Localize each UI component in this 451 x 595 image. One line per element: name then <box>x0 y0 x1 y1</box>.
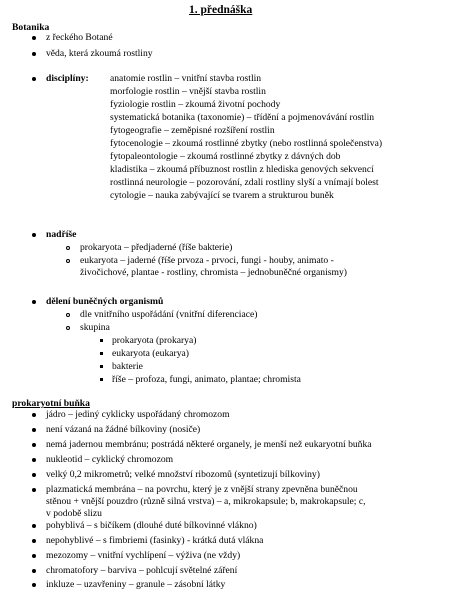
list-item: z řeckého Botané <box>46 32 113 43</box>
deleni-label: dělení buněčných organismů <box>46 296 164 307</box>
list-item: velký 0,2 mikrometrů; velké množství ribozomů (syntetizují bílkoviny) <box>46 469 320 480</box>
botanika-heading: Botanika <box>12 22 50 33</box>
bullet-icon <box>32 36 36 40</box>
square-bullet-icon <box>100 352 103 355</box>
discipline-item: fyziologie rostlin – zkoumá životní pochody <box>110 99 281 110</box>
list-item: skupina <box>80 322 110 333</box>
list-item: mezozomy – vnitřní vychlípení – výživa (ne vždy) <box>46 550 241 561</box>
circle-bullet-icon <box>66 246 70 250</box>
discipline-item: fytopaleontologie – zkoumá rostlinné zbytky z dávných dob <box>110 151 341 162</box>
circle-bullet-icon <box>66 259 70 263</box>
list-item: eukaryota – jaderné (říše prvoza - prvoci, fungi - houby, animato - <box>80 255 334 266</box>
bullet-icon <box>32 443 36 447</box>
circle-bullet-icon <box>66 313 70 317</box>
list-item: dle vnitřního uspořádání (vnitřní diferenciace) <box>80 309 258 320</box>
page-title: 1. přednáška <box>189 4 253 16</box>
bullet-icon <box>32 583 36 587</box>
discipline-item: systematická botanika (taxonomie) – třídění a pojmenovávání rostlin <box>110 112 375 123</box>
list-item-continuation: živočichové, plantae - rostliny, chromista – jednobuněčné organismy) <box>80 267 347 278</box>
list-item: inkluze – uzavřeniny – granule – zásobní látky <box>46 579 226 590</box>
sub-list-item: eukaryota (eukarya) <box>112 348 189 359</box>
list-item: není vázaná na žádné bílkoviny (nosiče) <box>46 424 201 435</box>
list-item: nemá jadernou membránu; postrádá některé organely, je menší než eukaryotní buňka <box>46 439 372 450</box>
bullet-icon <box>32 428 36 432</box>
discipline-item: rostlinná neurologie – pozorování, zdali rostliny slyší a vnímají bolest <box>110 177 379 188</box>
sub-list-item: říše – profoza, fungi, animato, plantae; chromista <box>112 374 301 385</box>
square-bullet-icon <box>100 378 103 381</box>
bullet-icon <box>32 413 36 417</box>
discipline-item: cytologie – nauka zabývající se tvarem a strukturou buněk <box>110 190 334 201</box>
bullet-icon <box>32 300 36 304</box>
square-bullet-icon <box>100 339 103 342</box>
list-item: nukleotid – cyklický chromozom <box>46 454 174 465</box>
bullet-icon <box>32 473 36 477</box>
discipline-item: anatomie rostlin – vnitřní stavba rostlin <box>110 73 262 84</box>
prokaryotni-heading: prokaryotní buňka <box>12 398 90 409</box>
list-item: pohyblivá – s bičíkem (dlouhé duté bílkovinné vlákno) <box>46 520 257 531</box>
nadrise-label: nadříše <box>46 229 77 240</box>
bullet-icon <box>32 554 36 558</box>
bullet-icon <box>32 539 36 543</box>
list-item: prokaryota – předjaderné (říše bakterie) <box>80 242 233 253</box>
bullet-icon <box>32 524 36 528</box>
list-item: jádro – jediný cyklicky uspořádaný chromozom <box>46 409 230 420</box>
disciplines-label: disciplíny: <box>46 73 89 84</box>
bullet-icon <box>32 233 36 237</box>
sub-list-item: prokaryota (prokarya) <box>112 335 197 346</box>
list-item: nepohyblivé – s fimbriemi (fasinky) - krátká dutá vlákna <box>46 535 264 546</box>
discipline-item: morfologie rostlin – vnější stavba rostlin <box>110 86 266 97</box>
list-item-continuation: v podobě slizu <box>46 508 102 519</box>
discipline-item: fytocenologie – zkoumá rostlinné zbytky (nebo rostlinná společenstva) <box>110 138 383 149</box>
list-item-continuation: stěnou + vnější pouzdro (různě silná vrstva) – a, mikrokapsule; b, makrokapsule; c, <box>46 496 366 507</box>
bullet-icon <box>32 77 36 81</box>
list-item: chromatofory – barviva – pohlcují světelné záření <box>46 565 238 576</box>
sub-list-item: bakterie <box>112 361 143 372</box>
bullet-icon <box>32 569 36 573</box>
list-item: věda, která zkoumá rostliny <box>46 48 153 59</box>
list-item: plazmatická membrána – na povrchu, který je z vnější strany zpevněna buněčnou <box>46 484 358 495</box>
square-bullet-icon <box>100 365 103 368</box>
bullet-icon <box>32 488 36 492</box>
discipline-item: kladistika – zkoumá příbuznost rostlin z hlediska genových sekvencí <box>110 164 374 175</box>
discipline-item: fytogeografie – zeměpisné rozšíření rostlin <box>110 125 275 136</box>
bullet-icon <box>32 458 36 462</box>
circle-bullet-icon <box>66 326 70 330</box>
bullet-icon <box>32 52 36 56</box>
